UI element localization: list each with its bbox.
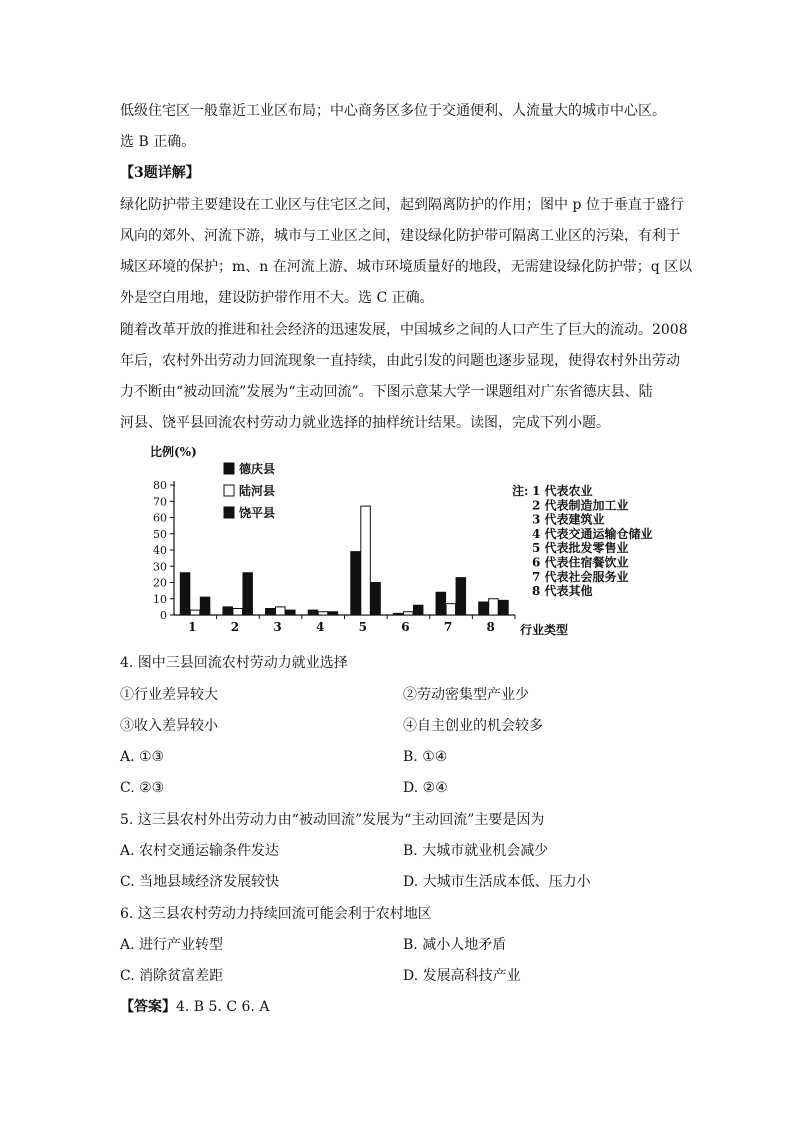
bar-1-3 — [266, 609, 276, 616]
q6-option-b: B. 减小人地矛盾 — [403, 937, 507, 953]
intro-text-line: 选 B 正确。 — [120, 134, 196, 150]
passage-text-line: 河县、饶平县回流农村劳动力就业选择的抽样统计结果。读图，完成下列小题。 — [120, 415, 610, 431]
q4-statement-2: ②劳动密集型产业少 — [403, 687, 529, 703]
bar-3-2 — [243, 573, 253, 615]
x-tick-label: 6 — [401, 620, 410, 634]
y-tick-label: 70 — [153, 495, 167, 509]
bar-1-2 — [223, 607, 233, 615]
q4-statement-4: ④自主创业的机会较多 — [403, 718, 543, 734]
q4-statement-1: ①行业差异较大 — [120, 687, 218, 703]
bar-3-3 — [286, 610, 296, 615]
bar-1-8 — [479, 602, 489, 615]
bar-3-5 — [371, 583, 381, 616]
note-title: 注: — [512, 484, 529, 498]
y-tick-label: 10 — [153, 592, 167, 606]
passage-text-line: 随着改革开放的推进和社会经济的迅速发展，中国城乡之间的人口产生了巨大的流动。2008 — [120, 322, 688, 338]
employment-bar-chart — [140, 440, 680, 640]
q4-stem: 4. 图中三县回流农村劳动力就业选择 — [120, 655, 348, 671]
q5-option-d: D. 大城市生活成本低、压力小 — [403, 874, 591, 890]
note-item: 7 代表社会服务业 — [532, 569, 629, 584]
bar-1-6 — [393, 613, 403, 615]
bar-3-4 — [328, 612, 338, 615]
q3-text-line: 外是空白用地，建设防护带作用不大。选 C 正确。 — [120, 290, 434, 306]
y-tick-label: 80 — [153, 479, 167, 492]
x-tick-label: 1 — [188, 620, 197, 634]
note-item: 1 代表农业 — [532, 484, 593, 498]
bar-3-1 — [200, 597, 210, 615]
q3-heading: 【3题详解】 — [120, 165, 200, 181]
q4-option-a: A. ①③ — [120, 749, 165, 765]
x-tick-label: 5 — [358, 620, 367, 634]
bar-3-6 — [413, 605, 423, 615]
legend-swatch-2 — [224, 485, 234, 496]
x-tick-label: 4 — [316, 620, 325, 634]
bar-2-8 — [489, 599, 499, 615]
q6-stem: 6. 这三县农村劳动力持续回流可能会利于农村地区 — [120, 906, 432, 922]
x-tick-label: 2 — [230, 620, 240, 634]
y-tick-label: 0 — [160, 609, 167, 622]
q3-text-line: 城区环境的保护；m、n 在河流上游、城市环境质量好的地段，无需建设绿化防护带；q 区以 — [120, 259, 693, 275]
q4-statement-3: ③收入差异较小 — [120, 718, 218, 734]
q5-option-b: B. 大城市就业机会减少 — [403, 843, 549, 859]
intro-text-line: 低级住宅区一般靠近工业区布局；中心商务区多位于交通便利、人流量大的城市中心区。 — [120, 103, 666, 119]
legend-label-1: 德庆县 — [239, 462, 276, 476]
note-item: 4 代表交通运输仓储业 — [532, 526, 653, 541]
bar-3-7 — [456, 578, 466, 615]
y-tick-label: 30 — [153, 560, 167, 574]
q4-option-c: C. ②③ — [120, 780, 165, 796]
y-tick-label: 20 — [153, 576, 167, 590]
answer-text: 4. B 5. C 6. A — [176, 999, 270, 1015]
q5-stem: 5. 这三县农村外出劳动力由“被动回流”发展为“主动回流”主要是因为 — [120, 812, 545, 828]
q6-option-a: A. 进行产业转型 — [120, 937, 224, 953]
passage-text-line: 年后，农村外出劳动力回流现象一直持续，由此引发的问题也逐步显现，使得农村外出劳动 — [120, 353, 680, 369]
x-axis-label: 行业类型 — [520, 623, 569, 637]
bar-3-8 — [499, 600, 509, 615]
legend-swatch-3 — [224, 507, 234, 518]
answer-label: 【答案】 — [120, 999, 176, 1015]
legend-label-3: 饶平县 — [239, 506, 276, 520]
q5-option-a: A. 农村交通运输条件发达 — [120, 843, 280, 859]
legend-label-2: 陆河县 — [239, 484, 276, 498]
bar-2-1 — [190, 610, 200, 615]
note-item: 6 代表住宿餐饮业 — [532, 555, 629, 570]
note-item: 5 代表批发零售业 — [532, 541, 629, 556]
bar-1-5 — [351, 552, 361, 615]
bar-2-2 — [233, 609, 243, 616]
bar-2-3 — [276, 607, 286, 615]
bar-1-1 — [180, 573, 190, 615]
answer-line — [120, 997, 269, 1017]
x-tick-label: 8 — [486, 620, 495, 634]
q6-option-d: D. 发展高科技产业 — [403, 968, 521, 984]
note-item: 3 代表建筑业 — [532, 512, 605, 527]
y-tick-label: 60 — [153, 511, 167, 525]
bar-1-7 — [436, 592, 446, 615]
y-axis-label: 比例(%) — [150, 445, 197, 459]
y-tick-label: 50 — [153, 527, 167, 541]
note-item: 2 代表制造加工业 — [532, 498, 629, 513]
note-item: 8 代表其他 — [532, 584, 593, 599]
bar-2-4 — [318, 612, 328, 615]
bar-2-7 — [446, 604, 456, 615]
q6-option-c: C. 消除贫富差距 — [120, 968, 224, 984]
bar-2-5 — [361, 506, 371, 615]
bar-1-4 — [308, 610, 318, 615]
passage-text-line: 力不断由“被动回流”发展为“主动回流”。下图示意某大学一课题组对广东省德庆县、陆 — [120, 384, 653, 400]
y-tick-label: 40 — [153, 544, 167, 557]
q3-text-line: 风向的郊外、河流下游，城市与工业区之间，建设绿化防护带可隔离工业区的污染，有利于 — [120, 228, 680, 244]
x-tick-label: 7 — [443, 620, 453, 634]
q3-text-line: 绿化防护带主要建设在工业区与住宅区之间，起到隔离防护的作用；图中 p 位于垂直于盛行 — [120, 197, 684, 213]
q5-option-c: C. 当地县域经济发展较快 — [120, 874, 280, 890]
q4-option-d: D. ②④ — [403, 780, 448, 796]
q4-option-b: B. ①④ — [403, 749, 448, 765]
bar-2-6 — [403, 612, 413, 615]
legend-swatch-1 — [224, 463, 234, 474]
x-tick-label: 3 — [273, 620, 282, 634]
